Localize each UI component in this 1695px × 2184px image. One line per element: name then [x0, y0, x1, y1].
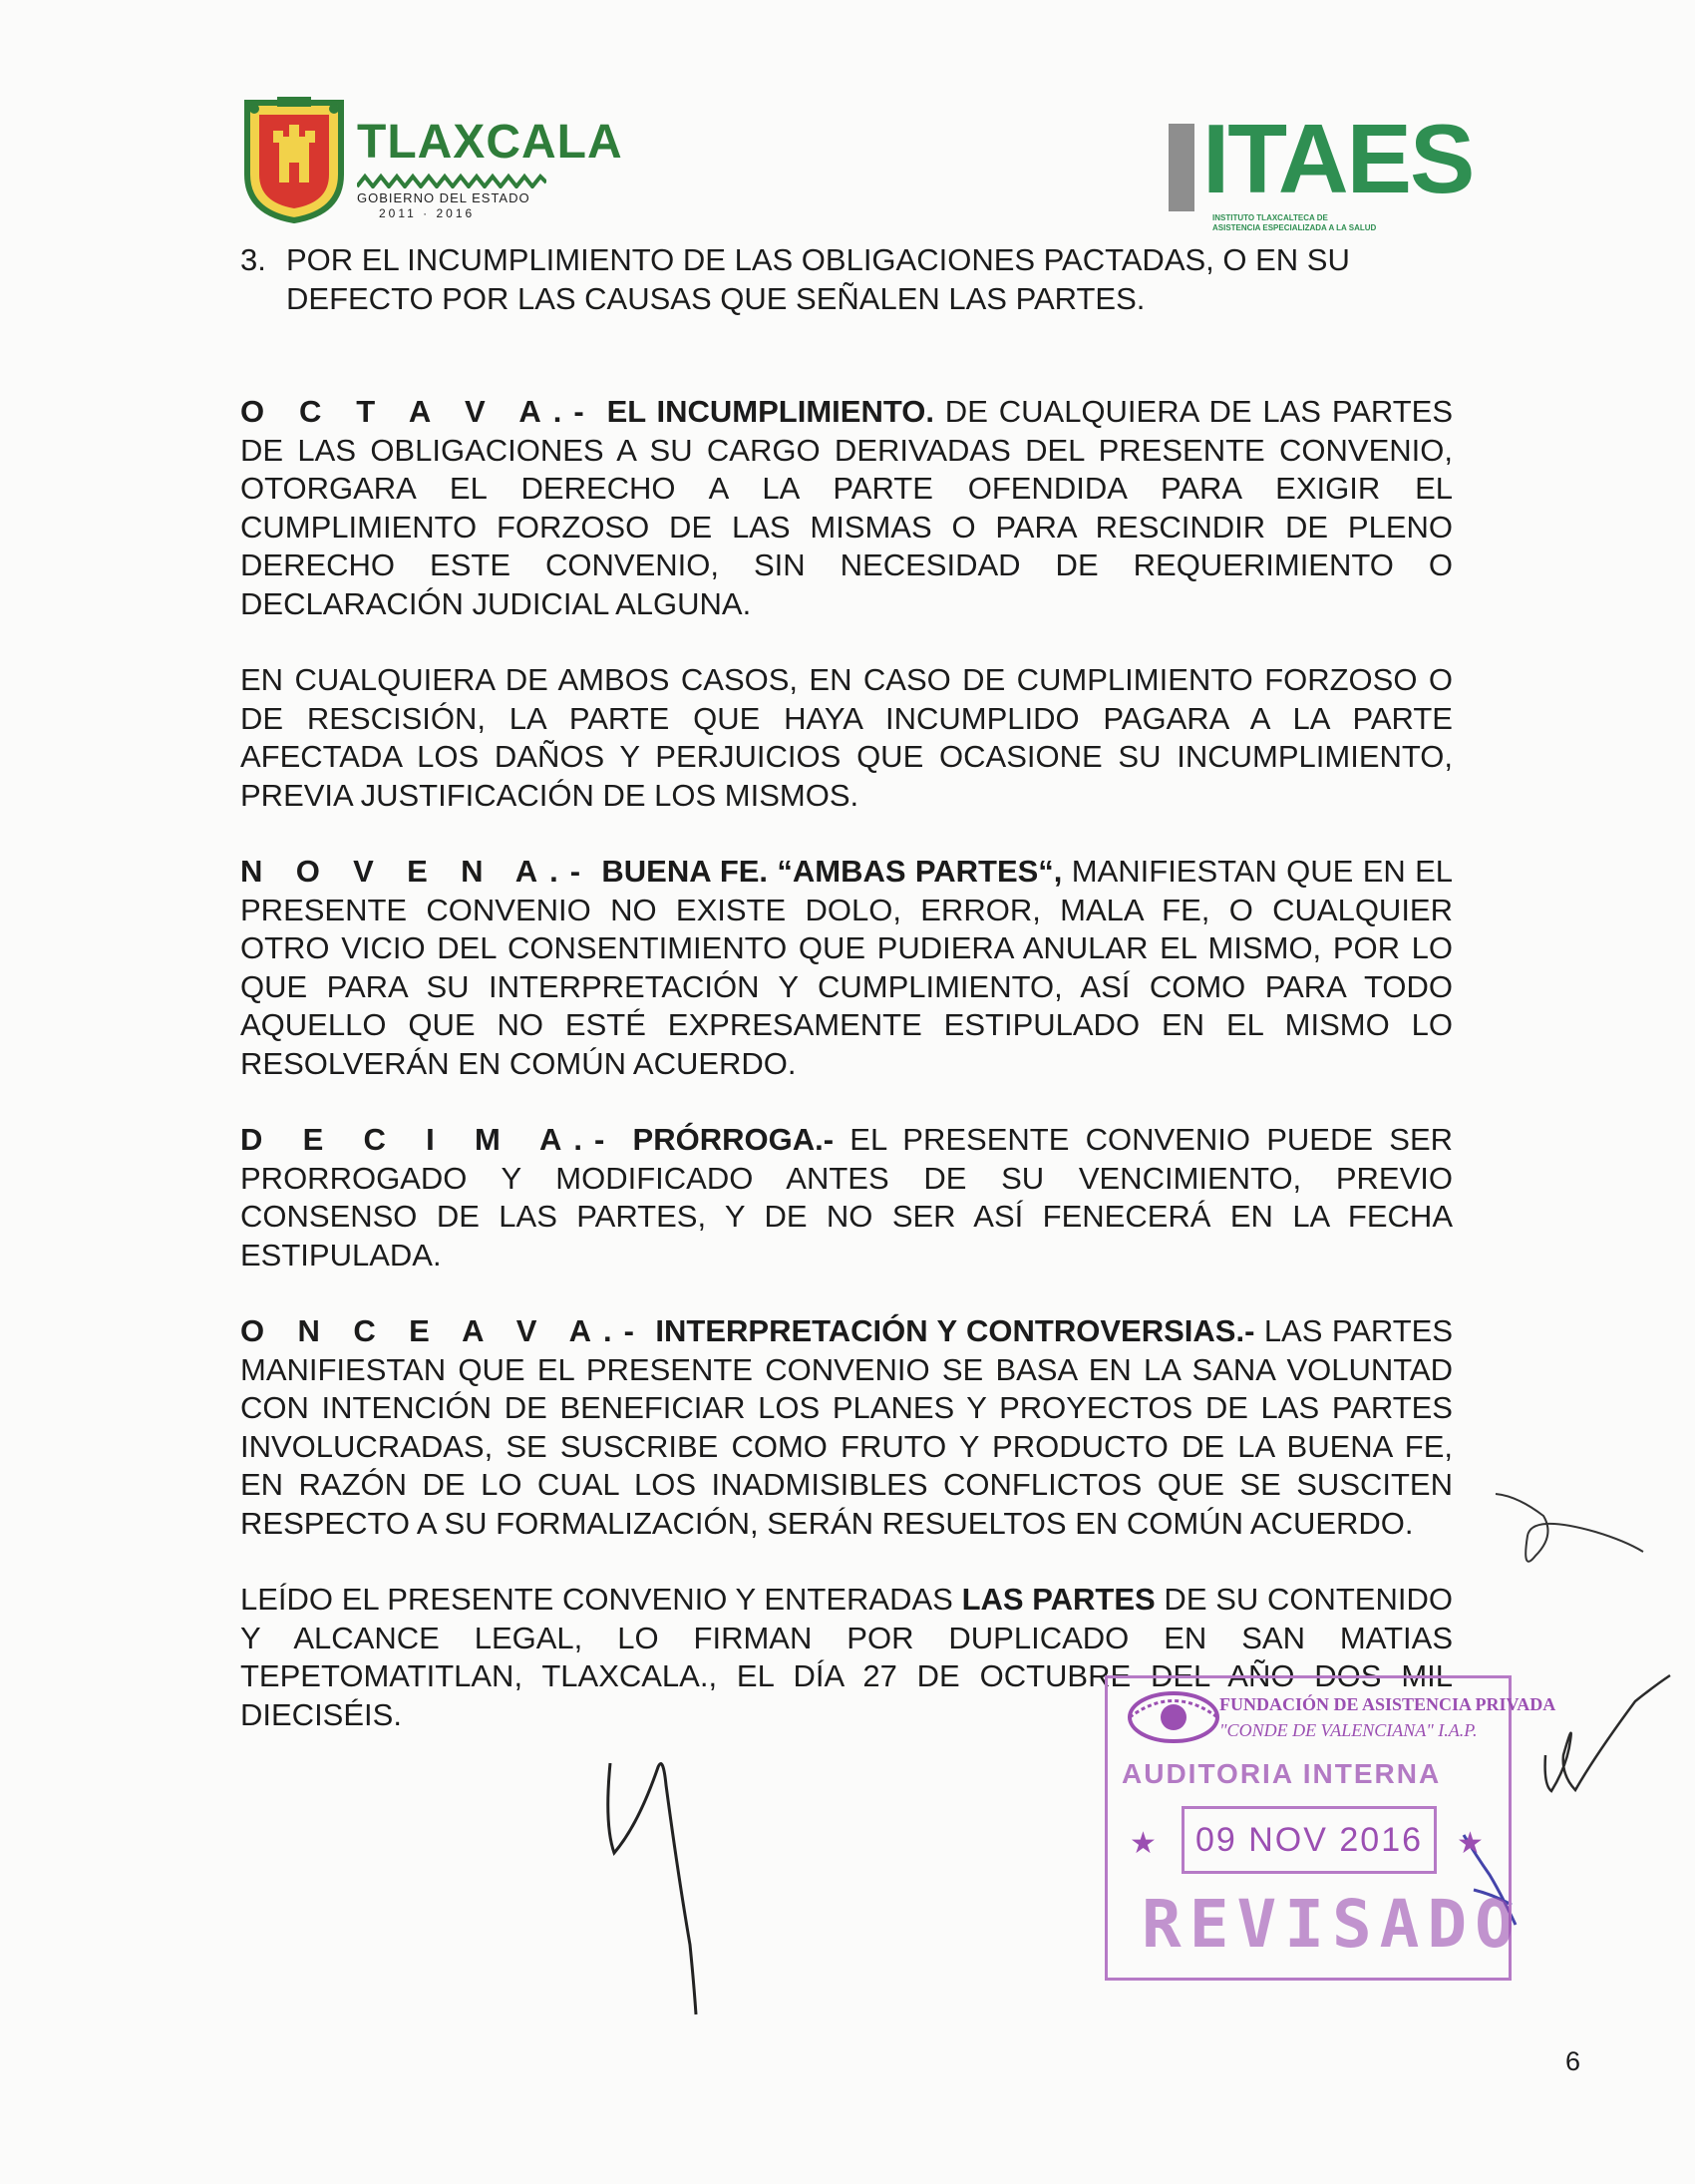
stamp-foundation-name: FUNDACIÓN DE ASISTENCIA PRIVADA: [1219, 1694, 1556, 1714]
logo-title: TLAXCALA: [357, 116, 623, 169]
clause-text: EL PRESENTE CONVENIO PUEDE SER PRORROGADO Y MODIFICADO ANTES DE SU VENCIMIENTO, PREVIO CONSENSO DE LAS PARTES, Y DE NO SER ASÍ FENECERÁ EN LA FECHA ESTIPULADA.: [240, 1122, 1454, 1273]
logo-line1: INSTITUTO TLAXCALTECA DE: [1212, 213, 1328, 222]
review-stamp: [1105, 1675, 1556, 1981]
clause-label: O N C E A V A.-: [240, 1313, 646, 1348]
logo-years: 2011 · 2016: [379, 206, 476, 220]
stamp-status: REVISADO: [1142, 1886, 1523, 1963]
clause-text: DE CUALQUIERA DE LAS PARTES DE LAS OBLIGACIONES A SU CARGO DERIVADAS DEL PRESENTE CONVENIO, OTORGARA EL DERECHO A LA PARTE OFENDIDA PARA EXIGIR EL CUMPLIMIENTO FORZOSO DE LAS MISMAS O PARA RESCINDIR DE PLENO DERECHO ESTE CONVENIO, SIN NECESIDAD DE REQUERIMIENTO O DECLARACIÓN JUDICIAL ALGUNA.: [240, 394, 1454, 621]
logo-subtitle: GOBIERNO DEL ESTADO: [357, 190, 530, 205]
logo-line2: ASISTENCIA ESPECIALIZADA A LA SALUD: [1212, 223, 1377, 232]
star-icon: ★: [1130, 1827, 1157, 1860]
page-number: 6: [1565, 2046, 1581, 2076]
star-icon: ★: [1457, 1827, 1484, 1860]
clause-title: BUENA FE. “AMBAS PARTES“,: [592, 854, 1063, 889]
clause-text: EN CUALQUIERA DE AMBOS CASOS, EN CASO DE CUMPLIMIENTO FORZOSO O DE RESCISIÓN, LA PARTE QUE HAYA INCUMPLIDO PAGARA A LA PARTE AFECTADA LOS DAÑOS Y PERJUICIOS QUE OCASIONE SU INCUMPLIMIENTO, PREVIA JUSTIFICACIÓN DE LOS MISMOS.: [240, 662, 1453, 813]
closing-text-pre: LEÍDO EL PRESENTE CONVENIO Y ENTERADAS: [240, 1582, 962, 1617]
clause-title: INTERPRETACIÓN Y CONTROVERSIAS.-: [645, 1313, 1255, 1348]
clause-text: LAS PARTES MANIFIESTAN QUE EL PRESENTE CONVENIO SE BASA EN LA SANA VOLUNTAD CON INTENCIÓN DE BENEFICIAR LOS PLANES Y PROYECTOS DE LAS PARTES INVOLUCRADAS, SE SUSCRIBE COMO FRUTO Y PRODUCTO DE LA BUENA FE, EN RAZÓN DE LO CUAL LOS INADMISIBLES CONFLICTOS QUE SE SUSCITEN RESPECTO A SU FORMALIZACIÓN, SERÁN RESUELTOS EN COMÚN ACUERDO.: [240, 1313, 1453, 1541]
stamp-department: AUDITORIA INTERNA: [1122, 1758, 1442, 1789]
list-text: POR EL INCUMPLIMIENTO DE LAS OBLIGACIONES PACTADAS, O EN SU DEFECTO POR LAS CAUSAS QUE SEÑALEN LAS PARTES.: [286, 242, 1350, 316]
closing-text-post: DE SU CONTENIDO Y ALCANCE LEGAL, LO FIRMAN POR DUPLICADO EN SAN MATIAS TEPETOMATITLAN, TLAXCALA., EL DÍA 27 DE OCTUBRE DEL AÑO DOS MIL DIECISÉIS.: [240, 1582, 1453, 1732]
clause-text: MANIFIESTAN QUE EN EL PRESENTE CONVENIO NO EXISTE DOLO, ERROR, MALA FE, O CUALQUIER OTRO VICIO DEL CONSENTIMIENTO QUE PUDIERA ANULAR EL MISMO, POR LO QUE PARA SU INTERPRETACIÓN Y CUMPLIMIENTO, ASÍ COMO PARA TODO AQUELLO QUE NO ESTÉ EXPRESAMENTE ESTIPULADO EN EL MISMO LO RESOLVERÁN EN COMÚN ACUERDO.: [240, 854, 1454, 1081]
foundation-eye-logo-icon: [1126, 1688, 1221, 1746]
clause-title: PRÓRROGA.-: [616, 1122, 835, 1157]
list-number: 3.: [240, 242, 266, 277]
logo-acronym: ITAES: [1202, 104, 1474, 213]
stamp-foundation-subtitle: "CONDE DE VALENCIANA" I.A.P.: [1219, 1720, 1478, 1740]
clause-label: D E C I M A.-: [240, 1122, 617, 1157]
closing-text-bold: LAS PARTES: [961, 1582, 1156, 1617]
clause-title: EL INCUMPLIMIENTO.: [595, 394, 934, 429]
clause-label: N O V E N A.-: [240, 854, 593, 889]
stamp-date: 09 NOV 2016: [1182, 1806, 1437, 1874]
clause-label: O C T A V A.-: [240, 394, 596, 429]
